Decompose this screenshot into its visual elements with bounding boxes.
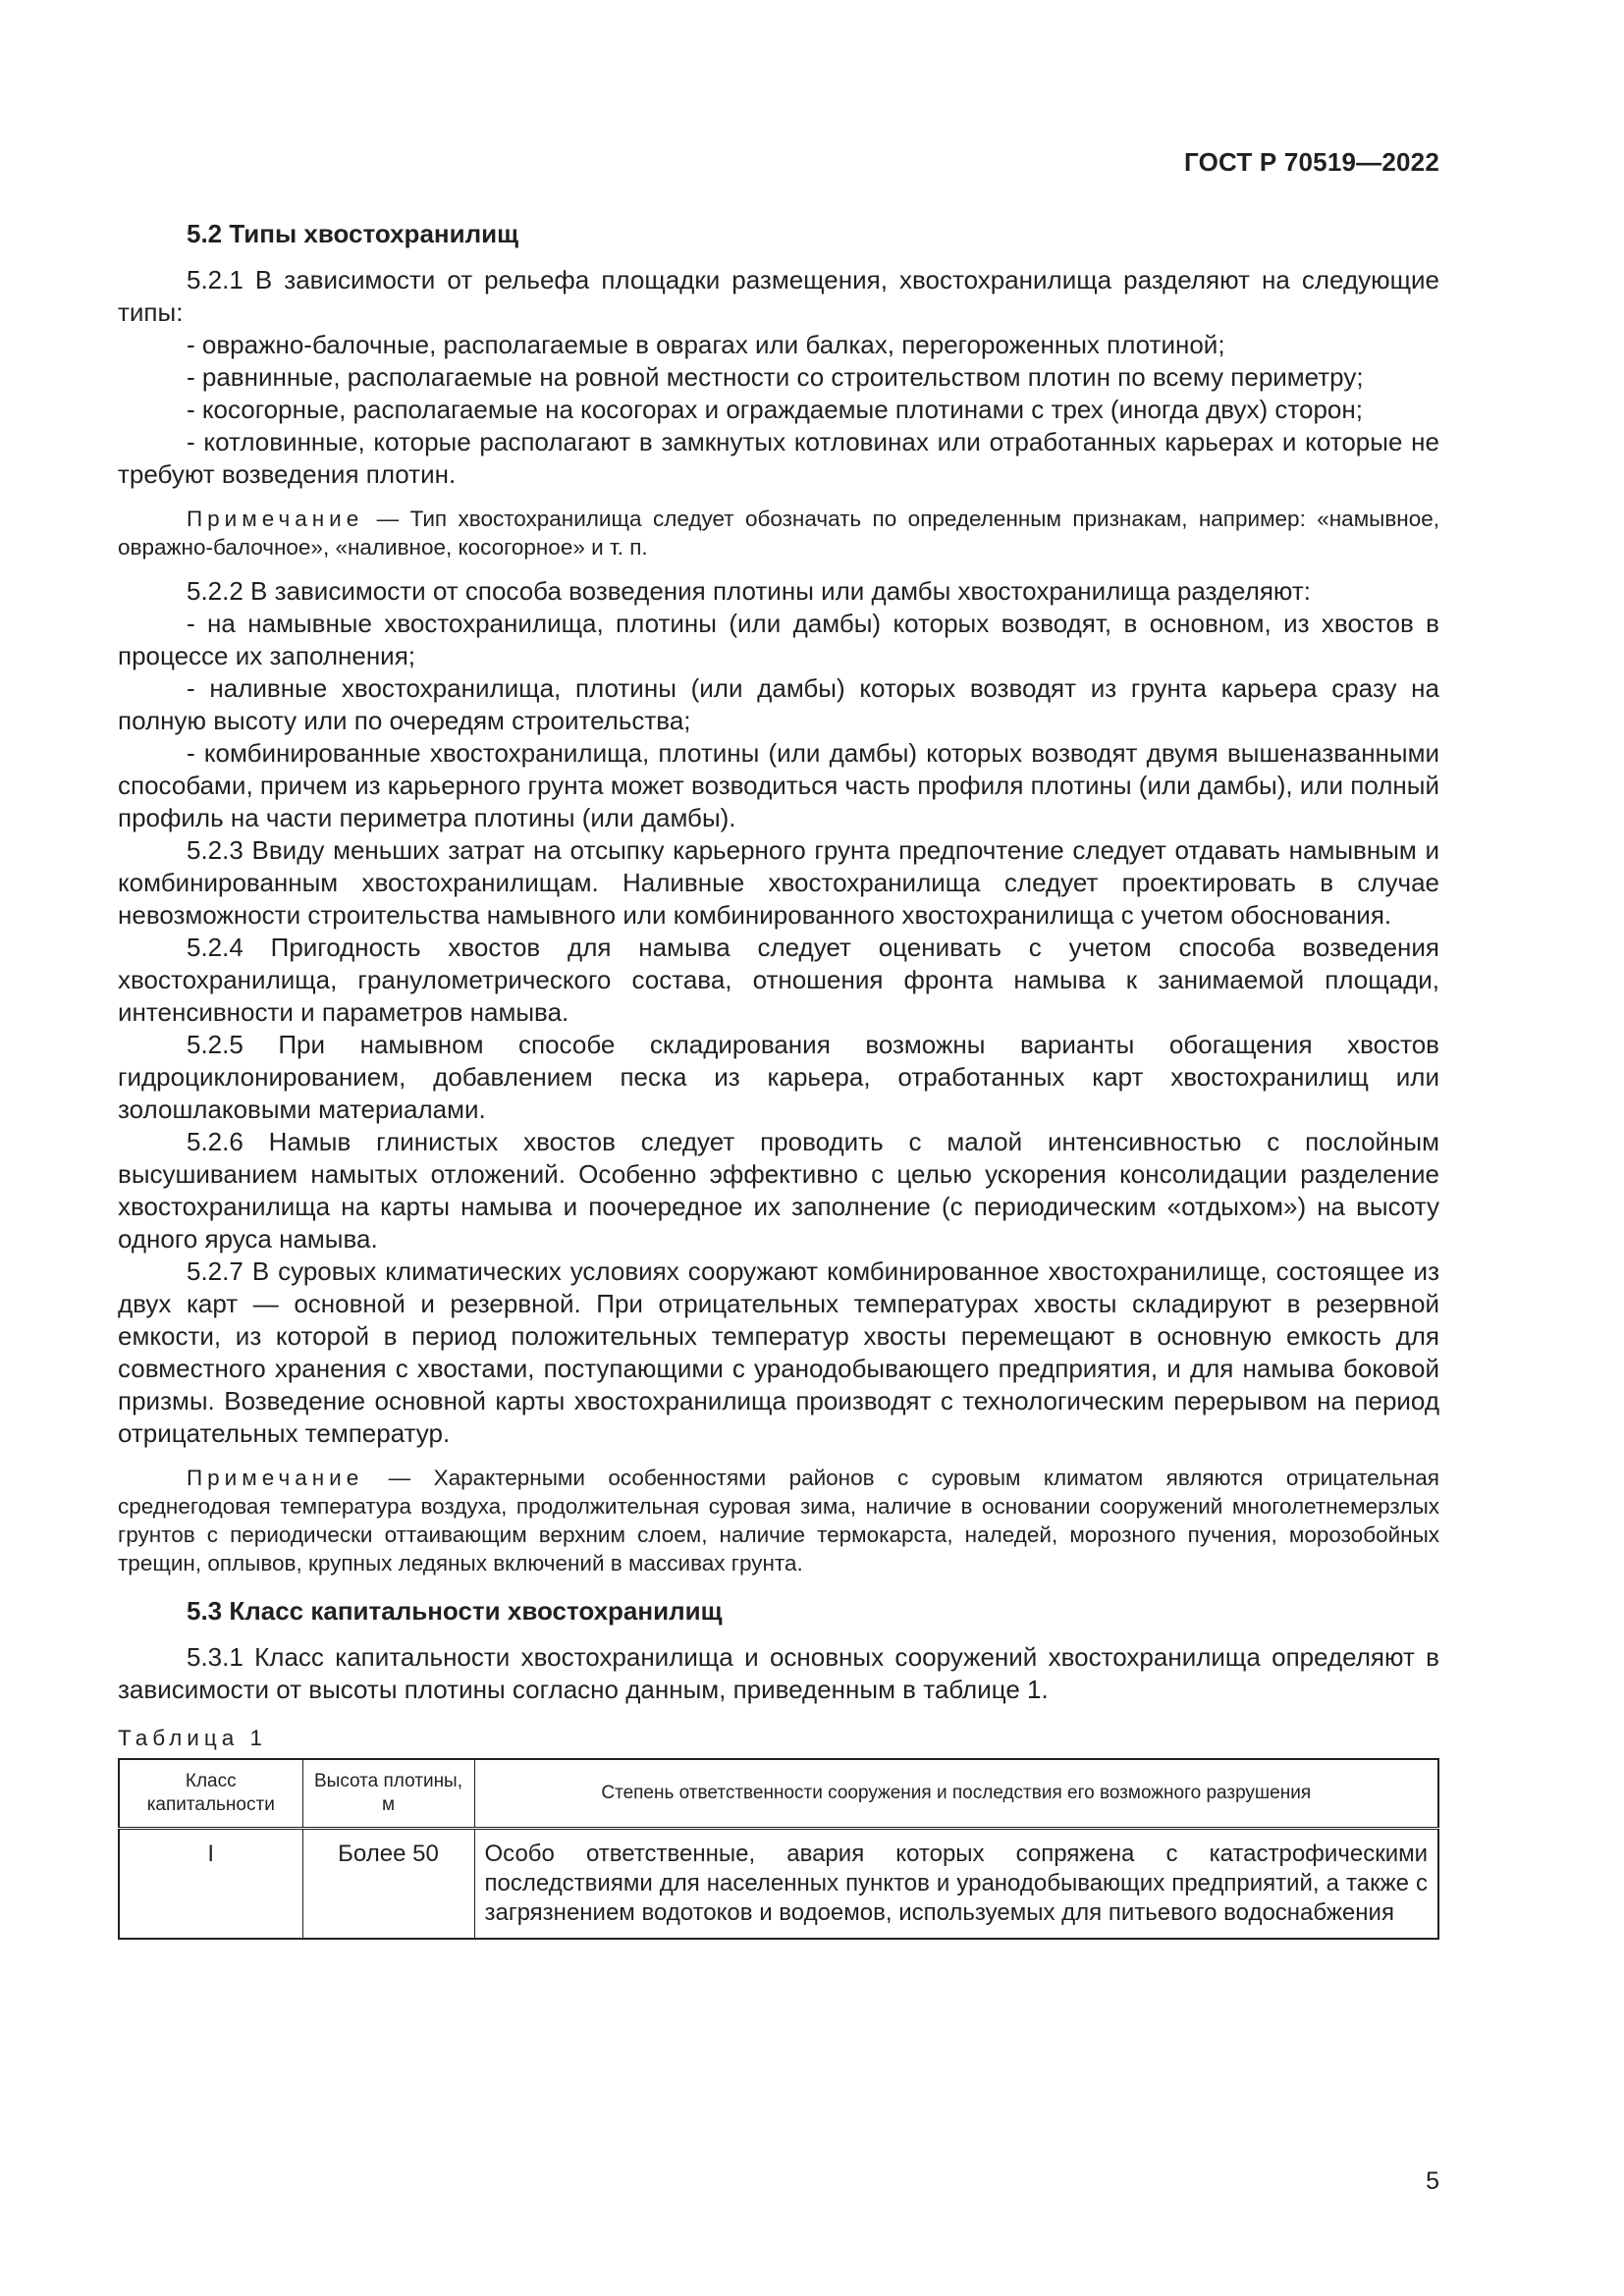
list-item-type-basin: - котловинные, которые располагают в замкнутых котловинах или отработанных карьерах и которые не требуют возведения плотин.	[118, 427, 1439, 489]
header-capital-class: Класс капитальности	[119, 1759, 302, 1829]
note-harsh-climate	[118, 1464, 1439, 1577]
paragraph-5-2-4: 5.2.4 Пригодность хвостов для намыва следует оценивать с учетом способа возведения хвостохранилища, гранулометрического состава, отношения фронта намыва к занимаемой площади, интенсивности и параметров намыва.	[118, 933, 1439, 1027]
cell-description: Особо ответственные, авария которых сопряжена с катастрофическими последствиями для населенных пунктов и уранодобывающих предприятий, а также с загрязнением водотоков и водоемов, используемых для питьевого водоснабжения	[474, 1829, 1438, 1940]
note-tailings-type	[118, 505, 1439, 561]
table-header-row	[119, 1759, 1438, 1829]
list-item-dam-hydraulic: - на намывные хвостохранилища, плотины (или дамбы) которых возводят, в основном, из хвостов в процессе их заполнения;	[118, 609, 1439, 670]
document-id-header: ГОСТ Р 70519—2022	[1184, 147, 1439, 177]
section-5-2-title: 5.2 Типы хвостохранилищ	[187, 219, 519, 248]
capital-class-table	[118, 1758, 1439, 1940]
list-item-type-slope: - косогорные, располагаемые на косогорах и ограждаемые плотинами с трех (иногда двух) сторон;	[187, 395, 1363, 424]
cell-height: Более 50	[302, 1829, 474, 1940]
list-item-type-ravine: - овражно-балочные, располагаемые в оврагах или балках, перегороженных плотиной;	[187, 330, 1225, 359]
note-text: — Характерными особенностями районов с суровым климатом являются отрицательная среднегодовая температура воздуха, продолжительная суровая зима, наличие в основании сооружений многолетнемерзлых грунтов с периодически оттаивающим верхним слоем, наличие термокарста, наледей, морозного пучения, морозобойных трещин, оплывов, крупных ледяных включений в массивах грунта.	[118, 1466, 1439, 1575]
list-item-dam-combined: - комбинированные хвостохранилища, плотины (или дамбы) которых возводят двумя вышеназванными способами, причем из карьерного грунта может возводиться часть профиля плотины (или дамбы), или полный профиль на части периметра плотины (или дамбы).	[118, 738, 1439, 832]
header-responsibility: Степень ответственности сооружения и последствия его возможного разрушения	[474, 1759, 1438, 1829]
table-caption: Таблица 1	[118, 1726, 267, 1750]
note-label: Примечание	[187, 507, 364, 531]
page-number: 5	[1426, 2167, 1439, 2195]
paragraph-5-3-1: 5.3.1 Класс капитальности хвостохранилища и основных сооружений хвостохранилища определяют в зависимости от высоты плотины согласно данным, приведенным в таблице 1.	[118, 1642, 1439, 1704]
list-item-dam-fill: - наливные хвостохранилища, плотины (или дамбы) которых возводят из грунта карьера сразу на полную высоту или по очередям строительства;	[118, 673, 1439, 735]
table-row	[119, 1829, 1438, 1940]
paragraph-5-2-1: 5.2.1 В зависимости от рельефа площадки размещения, хвостохранилища разделяют на следующие типы:	[118, 265, 1439, 327]
note-label: Примечание	[187, 1466, 364, 1490]
paragraph-5-2-2: 5.2.2 В зависимости от способа возведения плотины или дамбы хвостохранилища разделяют:	[187, 576, 1311, 606]
paragraph-5-2-5: 5.2.5 При намывном способе складирования возможны варианты обогащения хвостов гидроциклонированием, добавлением песка из карьера, отработанных карт хвостохранилищ или золошлаковыми материалами.	[118, 1030, 1439, 1124]
paragraph-5-2-7: 5.2.7 В суровых климатических условиях сооружают комбинированное хвостохранилище, состоящее из двух карт — основной и резервной. При отрицательных температурах хвосты складируют в резервной емкости, из которой в период положительных температур хвосты перемещают в основную емкость для совместного хранения с хвостами, поступающими с уранодобывающего предприятия, и для намыва боковой призмы. Возведение основной карты хвостохранилища производят с технологическим перерывом на период отрицательных температур.	[118, 1256, 1439, 1448]
section-5-3-title: 5.3 Класс капитальности хвостохранилищ	[187, 1596, 723, 1626]
list-item-type-plain: - равнинные, располагаемые на ровной местности со строительством плотин по всему периметру;	[187, 362, 1364, 392]
paragraph-5-2-3: 5.2.3 Ввиду меньших затрат на отсыпку карьерного грунта предпочтение следует отдавать намывным и комбинированным хвостохранилищам. Наливные хвостохранилища следует проектировать в случае невозможности строительства намывного или комбинированного хвостохранилища с учетом обоснования.	[118, 835, 1439, 930]
page-content	[118, 218, 1439, 1940]
cell-class: I	[119, 1829, 302, 1940]
header-dam-height: Высота плотины, м	[302, 1759, 474, 1829]
paragraph-5-2-6: 5.2.6 Намыв глинистых хвостов следует проводить с малой интенсивностью с послойным высушиванием намытых отложений. Особенно эффективно с целью ускорения консолидации разделение хвостохранилища на карты намыва и поочередное их заполнение (с периодическим «отдыхом») на высоту одного яруса намыва.	[118, 1127, 1439, 1254]
note-text: — Тип хвостохранилища следует обозначать по определенным признакам, например: «намывное, овражно-балочное», «наливное, косогорное» и т. п.	[118, 507, 1439, 560]
